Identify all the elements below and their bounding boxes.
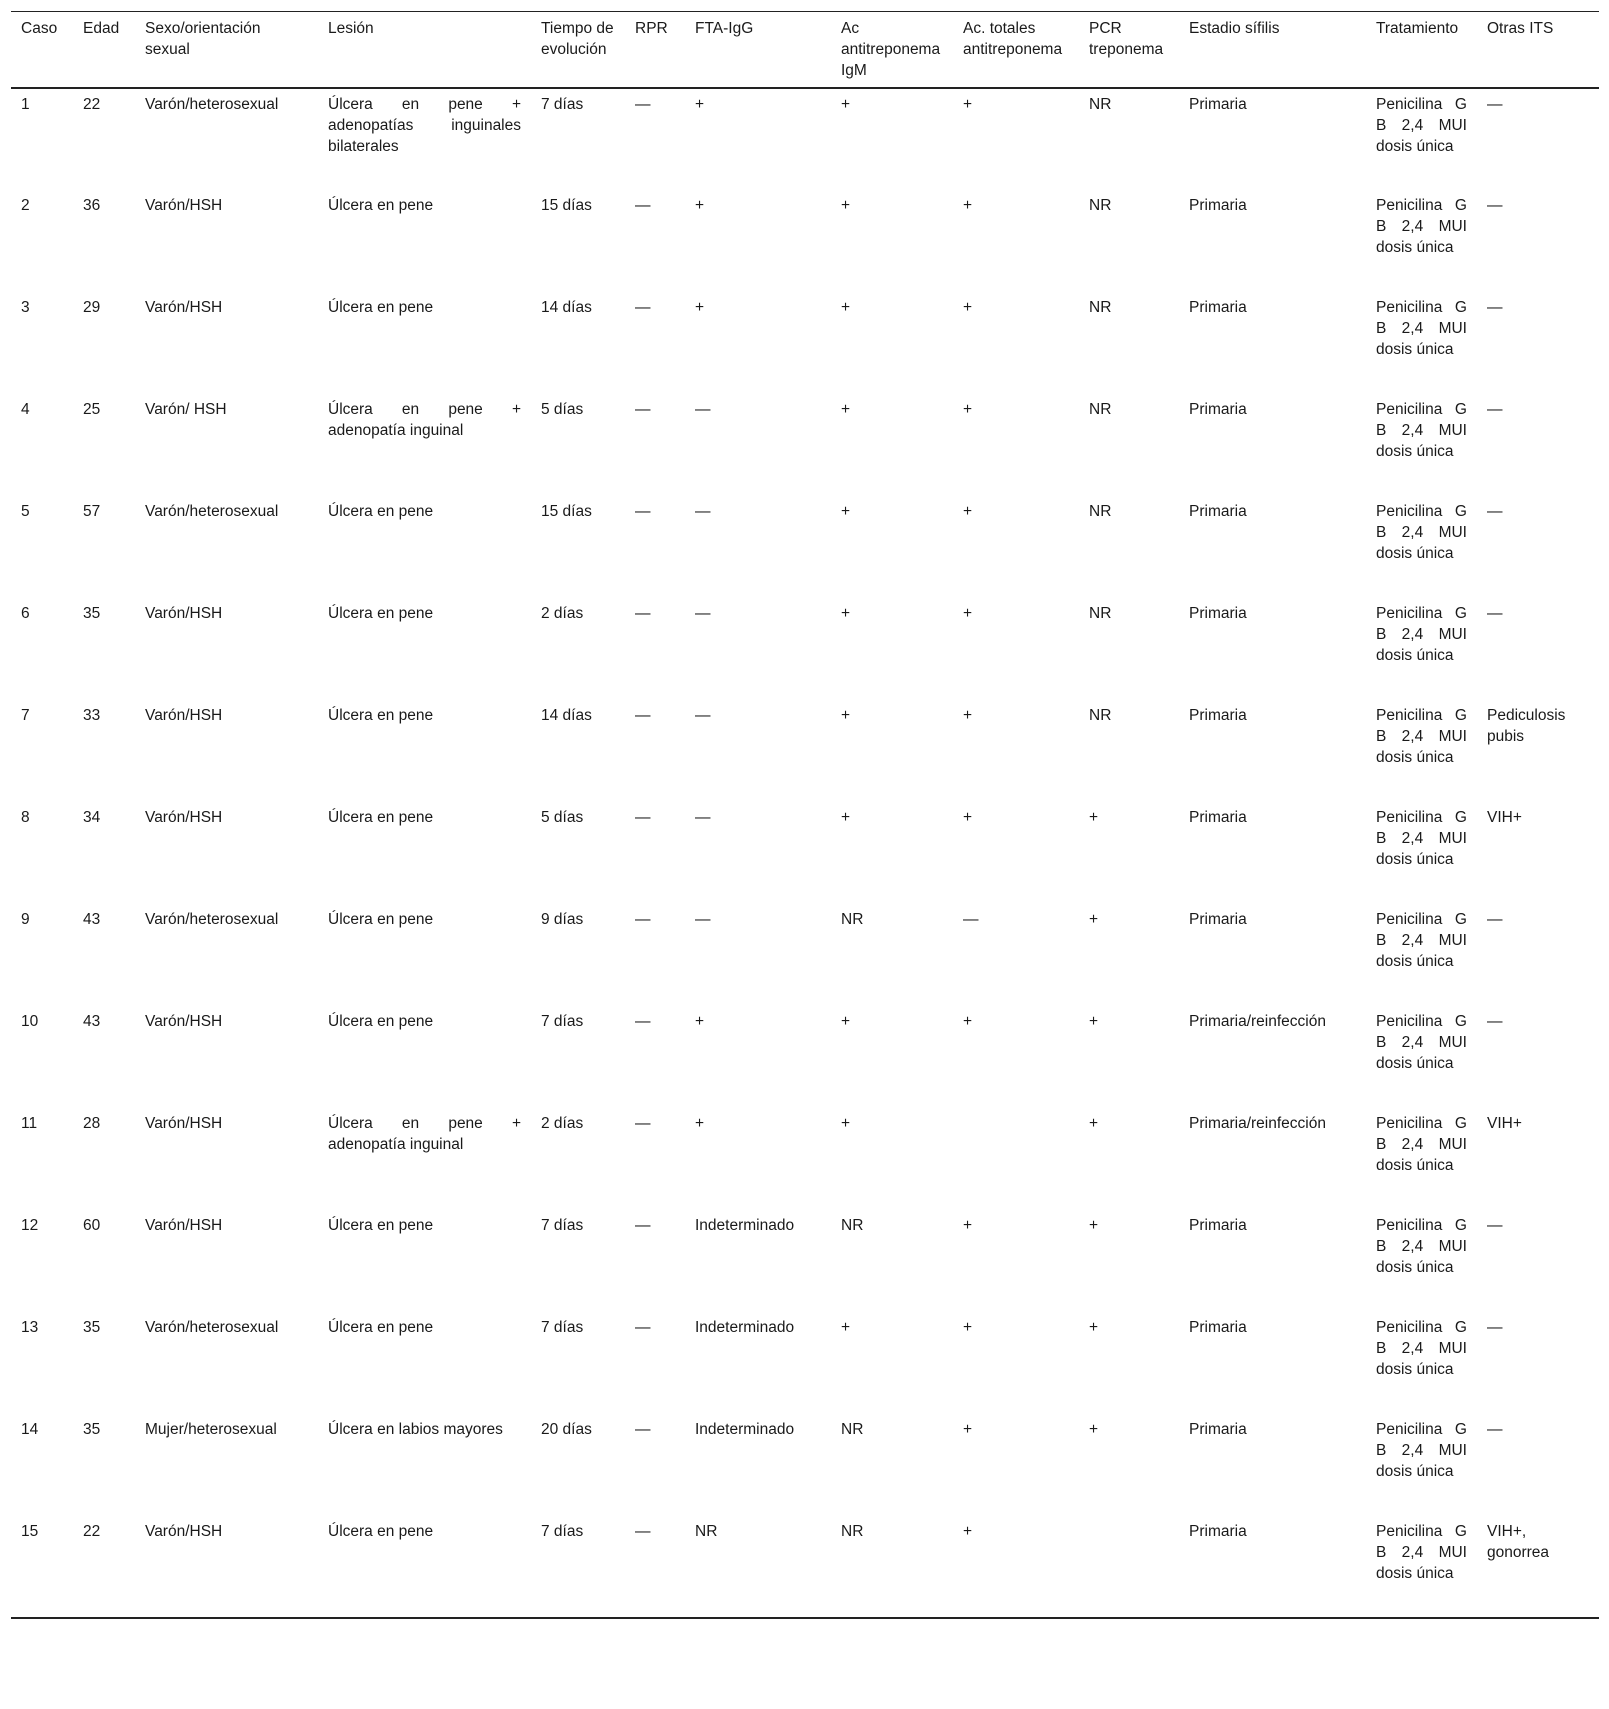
cell-fta-igg: Indeterminado <box>695 1421 795 1438</box>
cell-ac-totales: + <box>963 809 973 826</box>
cell-caso: 4 <box>21 401 30 418</box>
cell-otras-its: — <box>1487 911 1503 928</box>
cell-tiempo-evolucion: 2 días <box>541 605 584 622</box>
cell-pcr: + <box>1089 1319 1099 1336</box>
table-row <box>11 904 1599 1006</box>
cell-caso: 15 <box>21 1523 39 1540</box>
cell-lesion: Úlcera en pene + adenopatía inguinal <box>328 401 521 439</box>
cell-pcr: NR <box>1089 707 1112 724</box>
cell-caso: 6 <box>21 605 30 622</box>
cell-otras-its: — <box>1487 299 1503 316</box>
cell-tratamiento: Penicilina G B 2,4 MUI dosis única <box>1376 1319 1467 1378</box>
cell-otras-its: VIH+, gonorrea <box>1487 1523 1550 1561</box>
cell-ac-igm: + <box>841 1319 851 1336</box>
header-lesion: Lesión <box>328 20 374 37</box>
cell-lesion: Úlcera en pene <box>328 911 434 928</box>
cell-tiempo-evolucion: 20 días <box>541 1421 592 1438</box>
header-sexo-orientacion: Sexo/orientación sexual <box>145 20 261 58</box>
cell-edad: 43 <box>83 1013 101 1030</box>
cell-caso: 12 <box>21 1217 39 1234</box>
table-row <box>11 88 1599 190</box>
cell-otras-its: — <box>1487 197 1503 214</box>
cell-tratamiento: Penicilina G B 2,4 MUI dosis única <box>1376 1217 1467 1276</box>
cell-pcr: + <box>1089 1217 1099 1234</box>
cell-fta-igg: — <box>695 503 711 520</box>
cell-fta-igg: + <box>695 1013 705 1030</box>
cell-edad: 35 <box>83 1319 101 1336</box>
cell-fta-igg: — <box>695 911 711 928</box>
cell-ac-totales: + <box>963 96 973 113</box>
cell-estadio: Primaria <box>1189 1523 1247 1540</box>
cell-fta-igg: — <box>695 605 711 622</box>
cell-ac-totales: + <box>963 197 973 214</box>
cell-lesion: Úlcera en pene <box>328 1523 434 1540</box>
cell-pcr: NR <box>1089 197 1112 214</box>
table-row <box>11 292 1599 394</box>
cell-lesion: Úlcera en pene + adenopatía inguinal <box>328 1115 521 1153</box>
cell-sexo-orientacion: Varón/heterosexual <box>145 503 279 520</box>
cell-tratamiento: Penicilina G B 2,4 MUI dosis única <box>1376 707 1467 766</box>
cell-pcr: NR <box>1089 299 1112 316</box>
cell-otras-its: VIH+ <box>1487 1115 1522 1132</box>
cell-sexo-orientacion: Varón/HSH <box>145 605 223 622</box>
cell-pcr: NR <box>1089 503 1112 520</box>
cell-edad: 29 <box>83 299 101 316</box>
cell-sexo-orientacion: Varón/HSH <box>145 299 223 316</box>
cell-caso: 2 <box>21 197 30 214</box>
cell-tiempo-evolucion: 7 días <box>541 1013 584 1030</box>
cell-tratamiento: Penicilina G B 2,4 MUI dosis única <box>1376 503 1467 562</box>
cell-estadio: Primaria <box>1189 197 1247 214</box>
header-estadio: Estadio sífilis <box>1189 20 1280 37</box>
cell-ac-igm: + <box>841 809 851 826</box>
cell-estadio: Primaria/reinfección <box>1189 1115 1326 1132</box>
cell-ac-igm: + <box>841 96 851 113</box>
header-ac-totales: Ac. totales antitreponema <box>963 20 1063 58</box>
cell-rpr: — <box>635 1319 651 1336</box>
cell-sexo-orientacion: Varón/heterosexual <box>145 1319 279 1336</box>
cell-tiempo-evolucion: 7 días <box>541 1523 584 1540</box>
cell-caso: 11 <box>21 1115 38 1132</box>
cell-lesion: Úlcera en pene <box>328 299 434 316</box>
cell-pcr: + <box>1089 809 1099 826</box>
cell-ac-igm: + <box>841 503 851 520</box>
header-otras-its: Otras ITS <box>1487 20 1554 37</box>
cell-sexo-orientacion: Varón/HSH <box>145 1217 223 1234</box>
cell-tiempo-evolucion: 7 días <box>541 1217 584 1234</box>
cell-lesion: Úlcera en pene <box>328 1319 434 1336</box>
cell-ac-igm: NR <box>841 911 864 928</box>
cell-sexo-orientacion: Varón/HSH <box>145 1115 223 1132</box>
table-row <box>11 1516 1599 1618</box>
cell-ac-igm: + <box>841 1013 851 1030</box>
cell-tratamiento: Penicilina G B 2,4 MUI dosis única <box>1376 1013 1467 1072</box>
cell-pcr: + <box>1089 911 1099 928</box>
cell-pcr: + <box>1089 1421 1099 1438</box>
cell-rpr: — <box>635 401 651 418</box>
cell-edad: 28 <box>83 1115 101 1132</box>
cell-fta-igg: — <box>695 809 711 826</box>
cell-estadio: Primaria <box>1189 401 1247 418</box>
cell-tiempo-evolucion: 7 días <box>541 96 584 113</box>
cell-ac-totales: + <box>963 707 973 724</box>
cell-pcr: NR <box>1089 401 1112 418</box>
cell-ac-igm: NR <box>841 1217 864 1234</box>
cell-fta-igg: Indeterminado <box>695 1319 795 1336</box>
cell-otras-its: — <box>1487 401 1503 418</box>
cell-rpr: — <box>635 96 651 113</box>
cell-ac-igm: + <box>841 197 851 214</box>
table-row <box>11 1312 1599 1414</box>
cell-tratamiento: Penicilina G B 2,4 MUI dosis única <box>1376 197 1467 256</box>
cell-sexo-orientacion: Mujer/heterosexual <box>145 1421 277 1438</box>
cell-caso: 10 <box>21 1013 39 1030</box>
table-header-row <box>11 12 1599 89</box>
cell-fta-igg: Indeterminado <box>695 1217 795 1234</box>
table-row <box>11 1006 1599 1108</box>
cell-sexo-orientacion: Varón/HSH <box>145 809 223 826</box>
cell-lesion: Úlcera en pene + adenopatías inguinales bilaterales <box>328 96 521 155</box>
cell-rpr: — <box>635 197 651 214</box>
cell-tiempo-evolucion: 14 días <box>541 707 592 724</box>
cell-ac-igm: + <box>841 299 851 316</box>
cell-lesion: Úlcera en pene <box>328 1013 434 1030</box>
cell-tiempo-evolucion: 7 días <box>541 1319 584 1336</box>
cell-estadio: Primaria <box>1189 1217 1247 1234</box>
cell-edad: 25 <box>83 401 101 418</box>
cell-ac-totales: + <box>963 299 973 316</box>
cell-pcr: + <box>1089 1115 1099 1132</box>
cell-sexo-orientacion: Varón/heterosexual <box>145 911 279 928</box>
cell-otras-its: — <box>1487 605 1503 622</box>
cell-ac-totales: + <box>963 1013 973 1030</box>
cell-caso: 1 <box>21 96 30 113</box>
cell-edad: 34 <box>83 809 101 826</box>
cell-ac-totales: — <box>963 911 979 928</box>
cell-estadio: Primaria <box>1189 96 1247 113</box>
header-tiempo-evolucion: Tiempo de evolución <box>541 20 614 58</box>
cell-sexo-orientacion: Varón/HSH <box>145 707 223 724</box>
cell-lesion: Úlcera en labios mayores <box>328 1421 503 1438</box>
cell-tratamiento: Penicilina G B 2,4 MUI dosis única <box>1376 1115 1467 1174</box>
cell-tratamiento: Penicilina G B 2,4 MUI dosis única <box>1376 605 1467 664</box>
table-row <box>11 700 1599 802</box>
header-rpr: RPR <box>635 20 668 37</box>
cell-sexo-orientacion: Varón/HSH <box>145 1013 223 1030</box>
cell-ac-totales: + <box>963 1217 973 1234</box>
cell-fta-igg: NR <box>695 1523 718 1540</box>
cell-rpr: — <box>635 707 651 724</box>
syphilis-cases-table-container <box>11 11 1599 1619</box>
cell-tratamiento: Penicilina G B 2,4 MUI dosis única <box>1376 809 1467 868</box>
cell-estadio: Primaria <box>1189 605 1247 622</box>
cell-ac-totales <box>953 1108 1079 1210</box>
cell-rpr: — <box>635 911 651 928</box>
cell-estadio: Primaria <box>1189 503 1247 520</box>
header-tratamiento: Tratamiento <box>1376 20 1459 37</box>
cell-edad: 22 <box>83 96 101 113</box>
cell-caso: 7 <box>21 707 30 724</box>
cell-otras-its: — <box>1487 1013 1503 1030</box>
cell-lesion: Úlcera en pene <box>328 707 434 724</box>
header-fta-igg: FTA-IgG <box>695 20 754 37</box>
table-row <box>11 598 1599 700</box>
cell-edad: 57 <box>83 503 101 520</box>
table-body <box>11 88 1599 1618</box>
cell-rpr: — <box>635 1421 651 1438</box>
cell-sexo-orientacion: Varón/HSH <box>145 197 223 214</box>
header-pcr: PCR treponema <box>1089 20 1164 58</box>
cell-sexo-orientacion: Varón/HSH <box>145 1523 223 1540</box>
cell-lesion: Úlcera en pene <box>328 197 434 214</box>
cell-tratamiento: Penicilina G B 2,4 MUI dosis única <box>1376 911 1467 970</box>
cell-fta-igg: + <box>695 299 705 316</box>
cell-estadio: Primaria <box>1189 809 1247 826</box>
cell-rpr: — <box>635 299 651 316</box>
cell-rpr: — <box>635 605 651 622</box>
cell-otras-its: — <box>1487 1319 1503 1336</box>
cell-tratamiento: Penicilina G B 2,4 MUI dosis única <box>1376 299 1467 358</box>
cell-fta-igg: + <box>695 1115 705 1132</box>
cell-edad: 60 <box>83 1217 101 1234</box>
cell-ac-totales: + <box>963 401 973 418</box>
cell-otras-its: Pediculosis pubis <box>1487 707 1566 745</box>
table-row <box>11 1108 1599 1210</box>
table-row <box>11 1414 1599 1516</box>
cell-estadio: Primaria <box>1189 707 1247 724</box>
cell-caso: 8 <box>21 809 30 826</box>
cell-caso: 13 <box>21 1319 39 1336</box>
cell-tratamiento: Penicilina G B 2,4 MUI dosis única <box>1376 1523 1467 1582</box>
cell-tiempo-evolucion: 9 días <box>541 911 584 928</box>
cell-tratamiento: Penicilina G B 2,4 MUI dosis única <box>1376 401 1467 460</box>
cell-pcr: NR <box>1089 96 1112 113</box>
cell-rpr: — <box>635 1013 651 1030</box>
cell-edad: 35 <box>83 605 101 622</box>
cell-otras-its: — <box>1487 96 1503 113</box>
cell-ac-igm: + <box>841 401 851 418</box>
cell-estadio: Primaria <box>1189 1319 1247 1336</box>
cell-tiempo-evolucion: 15 días <box>541 197 592 214</box>
cell-ac-igm: + <box>841 707 851 724</box>
cell-sexo-orientacion: Varón/heterosexual <box>145 96 279 113</box>
cell-lesion: Úlcera en pene <box>328 809 434 826</box>
cell-edad: 36 <box>83 197 101 214</box>
cell-ac-igm: NR <box>841 1523 864 1540</box>
cell-ac-totales: + <box>963 1421 973 1438</box>
cell-otras-its: — <box>1487 503 1503 520</box>
cell-sexo-orientacion: Varón/ HSH <box>145 401 227 418</box>
cell-caso: 3 <box>21 299 30 316</box>
cell-pcr <box>1079 1516 1179 1618</box>
cell-tiempo-evolucion: 15 días <box>541 503 592 520</box>
cell-rpr: — <box>635 503 651 520</box>
table-row <box>11 394 1599 496</box>
syphilis-cases-table <box>11 11 1599 1619</box>
cell-rpr: — <box>635 1217 651 1234</box>
cell-tiempo-evolucion: 5 días <box>541 809 584 826</box>
cell-tratamiento: Penicilina G B 2,4 MUI dosis única <box>1376 1421 1467 1480</box>
cell-rpr: — <box>635 1523 651 1540</box>
cell-tratamiento: Penicilina G B 2,4 MUI dosis única <box>1376 96 1467 155</box>
cell-edad: 22 <box>83 1523 101 1540</box>
cell-rpr: — <box>635 809 651 826</box>
cell-ac-igm: + <box>841 1115 851 1132</box>
cell-ac-igm: + <box>841 605 851 622</box>
cell-estadio: Primaria/reinfección <box>1189 1013 1326 1030</box>
cell-tiempo-evolucion: 5 días <box>541 401 584 418</box>
cell-otras-its: — <box>1487 1421 1503 1438</box>
cell-caso: 14 <box>21 1421 39 1438</box>
table-row <box>11 802 1599 904</box>
table-row <box>11 496 1599 598</box>
cell-fta-igg: — <box>695 401 711 418</box>
cell-ac-totales: + <box>963 605 973 622</box>
cell-pcr: + <box>1089 1013 1099 1030</box>
header-ac-igm: Ac antitreponema IgM <box>841 20 941 79</box>
cell-ac-totales: + <box>963 503 973 520</box>
table-row <box>11 1210 1599 1312</box>
cell-caso: 9 <box>21 911 30 928</box>
cell-fta-igg: — <box>695 707 711 724</box>
cell-fta-igg: + <box>695 197 705 214</box>
cell-estadio: Primaria <box>1189 911 1247 928</box>
cell-lesion: Úlcera en pene <box>328 1217 434 1234</box>
header-caso: Caso <box>21 20 58 37</box>
cell-edad: 33 <box>83 707 101 724</box>
table-row <box>11 190 1599 292</box>
cell-otras-its: VIH+ <box>1487 809 1522 826</box>
cell-edad: 35 <box>83 1421 101 1438</box>
cell-caso: 5 <box>21 503 30 520</box>
cell-rpr: — <box>635 1115 651 1132</box>
cell-ac-igm: NR <box>841 1421 864 1438</box>
cell-fta-igg: + <box>695 96 705 113</box>
cell-estadio: Primaria <box>1189 1421 1247 1438</box>
cell-ac-totales: + <box>963 1319 973 1336</box>
header-edad: Edad <box>83 20 120 37</box>
cell-edad: 43 <box>83 911 101 928</box>
cell-estadio: Primaria <box>1189 299 1247 316</box>
cell-ac-totales: + <box>963 1523 973 1540</box>
cell-tiempo-evolucion: 2 días <box>541 1115 584 1132</box>
cell-otras-its: — <box>1487 1217 1503 1234</box>
cell-lesion: Úlcera en pene <box>328 503 434 520</box>
cell-tiempo-evolucion: 14 días <box>541 299 592 316</box>
cell-pcr: NR <box>1089 605 1112 622</box>
cell-lesion: Úlcera en pene <box>328 605 434 622</box>
